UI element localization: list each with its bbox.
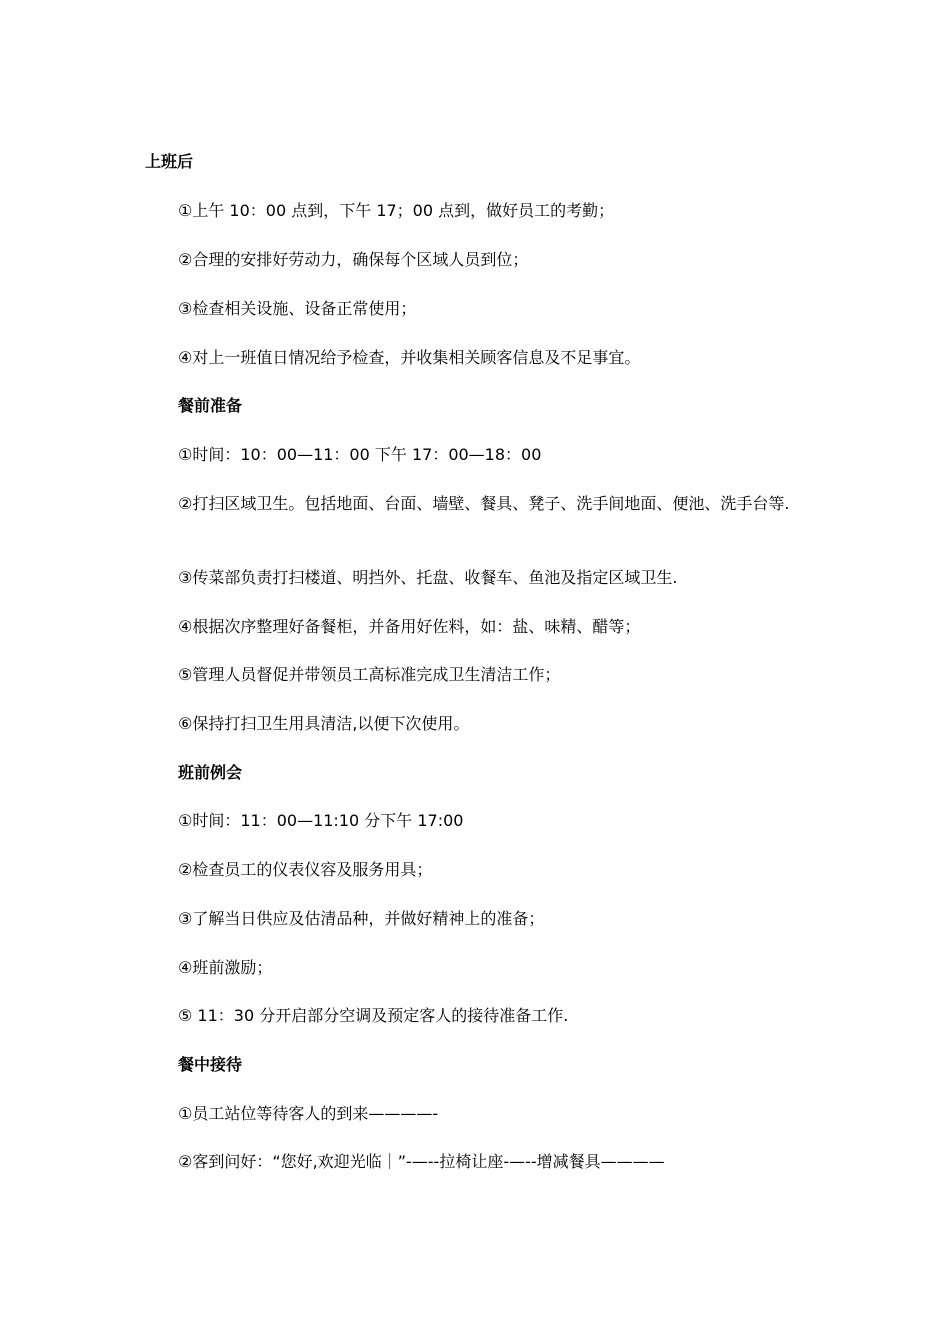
list-item: ②打扫区域卫生。包括地面、台面、墙壁、餐具、凳子、洗手间地面、便池、洗手台等. xyxy=(178,494,790,513)
list-item: ③了解当日供应及估清品种，并做好精神上的准备； xyxy=(178,909,545,928)
list-item: ①上午 10：00 点到，下午 17；00 点到，做好员工的考勤； xyxy=(178,201,615,220)
list-item: ⑤管理人员督促并带领员工高标准完成卫生清洁工作； xyxy=(178,665,561,684)
list-item: ③传菜部负责打扫楼道、明挡外、托盘、收餐车、鱼池及指定区域卫生. xyxy=(178,568,678,587)
list-item: ④根据次序整理好备餐柜，并备用好佐料，如：盐、味精、醋等； xyxy=(178,617,641,636)
list-item: ②检查员工的仪表仪容及服务用具； xyxy=(178,860,433,879)
list-item: ⑥保持打扫卫生用具清洁,以便下次使用。 xyxy=(178,714,470,733)
list-item: ①员工站位等待客人的到来————- xyxy=(178,1104,439,1123)
section-title-after-work: 上班后 xyxy=(145,152,194,171)
list-item: ①时间：11：00—11:10 分下午 17:00 xyxy=(178,811,464,830)
section-title-pre-meal: 餐前准备 xyxy=(178,396,243,415)
section-title-reception: 餐中接待 xyxy=(178,1055,243,1074)
list-item: ③检查相关设施、设备正常使用； xyxy=(178,299,417,318)
section-title-briefing: 班前例会 xyxy=(178,763,243,782)
list-item: ⑤ 11：30 分开启部分空调及预定客人的接待准备工作. xyxy=(178,1006,569,1025)
list-item: ②客到问好：“您好,欢迎光临｜”-—--拉椅让座-—--增减餐具———— xyxy=(178,1152,665,1171)
list-item: ①时间：10：00—11：00 下午 17：00—18：00 xyxy=(178,445,542,464)
list-item: ④班前激励； xyxy=(178,958,273,977)
list-item: ②合理的安排好劳动力，确保每个区域人员到位； xyxy=(178,250,529,269)
list-item: ④对上一班值日情况给予检查，并收集相关顾客信息及不足事宜。 xyxy=(178,348,641,367)
